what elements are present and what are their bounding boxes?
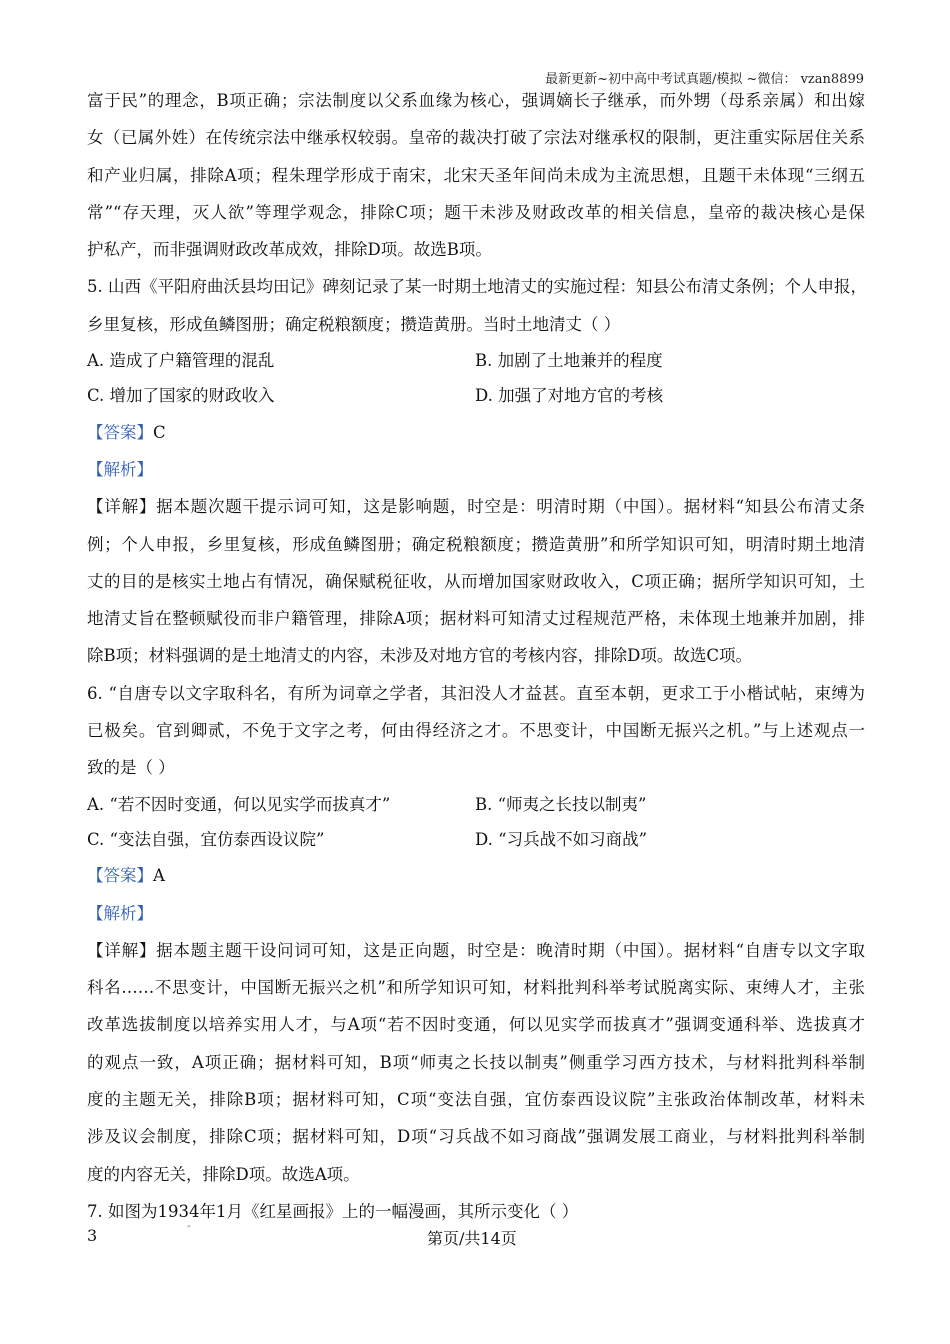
- question-stem: 6. “自唐专以文字取科名，有所为词章之学者，其汩没人才益甚。直至本朝，更求工于小楷试帖，束缚为: [87, 683, 865, 703]
- option-a: A. “若不因时变通，何以见实学而拔真才”: [87, 794, 391, 814]
- page-label: 第页/共14页: [427, 1229, 517, 1248]
- option-b: B. 加剧了土地兼并的程度: [475, 351, 663, 371]
- analysis-line: [87, 895, 865, 932]
- detail-line: 度的主题无关，排除B项；据材料可知，C项“变法自强，宜仿泰西设议院”主张政治体制改革，材料未: [87, 1090, 865, 1110]
- option-d: D. “习兵战不如习商战”: [475, 829, 648, 849]
- detail-line: 度的内容无关，排除D项。故选A项。: [87, 1164, 360, 1184]
- option-b: B. “师夷之长技以制夷”: [475, 794, 647, 814]
- answer-value: C: [153, 422, 166, 442]
- answer-label: 【答案】: [87, 866, 153, 886]
- detail-line: 地清丈旨在整顿赋役而非户籍管理，排除A项；据材料可知清丈过程规范严格，未体现土地兼并加剧，排: [87, 609, 865, 629]
- options-row: [87, 343, 865, 378]
- option-a: A. 造成了户籍管理的混乱: [87, 351, 275, 371]
- detail-text: 据本题主题干设问词可知，这是正向题，时空是：晚清时期（中国）。据材料“自唐专以文字取: [156, 940, 865, 960]
- document-body: [87, 82, 865, 1230]
- answer-label: 【答案】: [87, 422, 153, 442]
- page-number: 3: [87, 1226, 98, 1245]
- detail-line: [87, 932, 865, 969]
- answer-value: A: [153, 866, 165, 886]
- question-stem: 乡里复核，形成鱼鳞图册；确定税粮额度；攒造黄册。当时土地清丈（ ）: [87, 314, 621, 334]
- detail-line: 除B项；材料强调的是土地清丈的内容，未涉及对地方官的考核内容，排除D项。故选C项。: [87, 646, 752, 666]
- analysis-label: 【解析】: [87, 459, 153, 479]
- detail-line: 例；个人申报，乡里复核，形成鱼鳞图册；确定税粮额度；攒造黄册”和所学知识可知，明清时期土地清: [87, 534, 865, 554]
- options-row: [87, 822, 865, 857]
- text-line: 和产业归属，排除A项；程朱理学形成于南宋，北宋天圣年间尚未成为主流思想，且题干未体现“三纲五: [87, 165, 865, 185]
- question-stem: 已极矣。官到卿贰，不免于文字之考，何由得经济之才。不思变计，中国断无振兴之机。”与上述观点一: [87, 721, 865, 741]
- footer-mark: ": [187, 1224, 191, 1233]
- detail-label: 【详解】: [87, 940, 157, 960]
- option-c: C. “变法自强，宜仿泰西设议院”: [87, 829, 325, 849]
- detail-line: [87, 488, 865, 525]
- page-header: 最新更新~初中高中考试真题/模拟 ~微信： vzan8899: [545, 72, 864, 87]
- option-d: D. 加强了对地方官的考核: [475, 386, 664, 406]
- question-7: [87, 1193, 865, 1230]
- text-line: 常”“存天理，灭人欲”等理学观念，排除C项；题干未涉及财政改革的相关信息，皇帝的裁决核心是保: [87, 202, 865, 222]
- analysis-line: [87, 451, 865, 488]
- detail-line: 的观点一致，A项正确；据材料可知，B项“师夷之长技以制夷”侧重学习西方技术，与材料批判科举制: [87, 1052, 865, 1072]
- detail-line: 丈的目的是核实土地占有情况，确保赋税征收，从而增加国家财政收入，C项正确；据所学知识可知，土: [87, 571, 865, 591]
- text-line: 富于民”的理念，B项正确；宗法制度以父系血缘为核心，强调嫡长子继承，而外甥（母系亲属）和出嫁: [87, 91, 865, 110]
- answer-line: [87, 414, 865, 451]
- answer-line: [87, 857, 865, 894]
- question-stem: 7. 如图为1934年1月《红星画报》上的一幅漫画，其所示变化（ ）: [87, 1201, 579, 1221]
- previous-analysis: [87, 82, 865, 268]
- options-row: [87, 378, 865, 413]
- analysis-label: 【解析】: [87, 903, 153, 923]
- text-line: 女（已属外姓）在传统宗法中继承权较弱。皇帝的裁决打破了宗法对继承权的限制，更注重实际居住关系: [87, 128, 865, 148]
- question-6: [87, 675, 865, 1193]
- detail-line: 涉及议会制度，排除C项；据材料可知，D项“习兵战不如习商战”强调发展工商业，与材料批判科举制: [87, 1127, 865, 1147]
- question-5: [87, 268, 865, 674]
- text-line: 护私产，而非强调财政改革成效，排除D项。故选B项。: [87, 240, 492, 260]
- detail-text: 据本题次题干提示词可知，这是影响题，时空是：明清时期（中国）。据材料“知县公布清丈条: [156, 497, 865, 517]
- detail-line: 科名……不思变计，中国断无振兴之机”和所学知识可知，材料批判科举考试脱离实际、束缚人才，主张: [87, 978, 865, 998]
- detail-label: 【详解】: [87, 497, 157, 517]
- options-row: [87, 787, 865, 822]
- detail-line: 改革选拔制度以培养实用人才，与A项“若不因时变通，何以见实学而拔真才”强调变通科举、选拔真才: [87, 1015, 865, 1035]
- question-stem: 致的是（ ）: [87, 758, 175, 778]
- question-stem: 5. 山西《平阳府曲沃县均田记》碑刻记录了某一时期土地清丈的实施过程：知县公布清丈条例；个人申报，: [87, 277, 867, 297]
- option-c: C. 增加了国家的财政收入: [87, 386, 275, 406]
